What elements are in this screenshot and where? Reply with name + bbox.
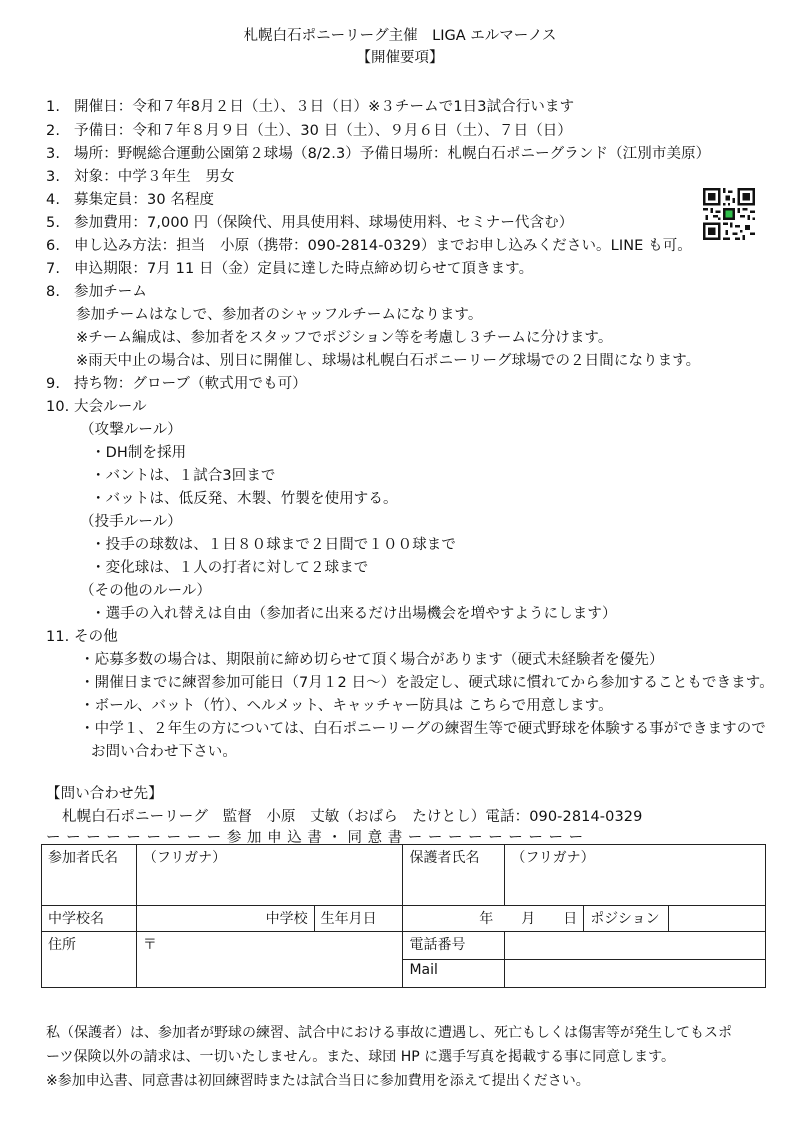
rules-pitch-heading: （投手ルール） — [80, 514, 182, 530]
school-suffix: 中学校 — [265, 911, 308, 927]
team-note-3: ※雨天中止の場合は、別日に開催し、球場は札幌白石ポニーリーグ球場での２日間になります。 — [76, 353, 701, 369]
form-banner: ーーーーーーーーー参加申込書・同意書ーーーーーーーーー — [46, 830, 589, 846]
guardian-name-field[interactable] — [505, 845, 766, 906]
participant-name-field[interactable] — [136, 845, 403, 906]
school-label: 中学校名 — [42, 906, 137, 932]
item-2: 2. 予備日：令和７年８月９日（土）、30 日（土）、９月６日（土）、７日（日） — [46, 123, 573, 139]
rule-attack-1: ・DH制を採用 — [91, 445, 187, 461]
phone-label: 電話番号 — [403, 932, 505, 960]
misc-1: ・応募多数の場合は、期限前に締め切らせて頂く場合があります（硬式未経験者を優先） — [80, 652, 664, 668]
guardian-name-label: 保護者氏名 — [403, 845, 505, 906]
item-9: 9. 持ち物：グローブ（軟式用でも可） — [46, 376, 307, 392]
rule-attack-2: ・バントは、１試合3回まで — [91, 468, 276, 484]
mail-field[interactable] — [505, 960, 766, 988]
misc-5: お問い合わせ下さい。 — [91, 744, 237, 760]
contact-detail: 札幌白石ポニーリーグ 監督 小原 丈敏（おばら たけとし）電話：090-2814-0329 — [62, 809, 643, 825]
item-1: 1. 開催日：令和７年8月２日（土）、３日（日）※３チームで1日3試合行います — [46, 99, 575, 115]
page-title: 札幌白石ポニーリーグ主催 LIGA エルマーノス — [243, 28, 557, 44]
misc-4: ・中学１、２年生の方については、白石ポニーリーグの練習生等で硬式野球を体験する事ができますので — [80, 721, 766, 737]
rule-pitch-2: ・変化球は、１人の打者に対して２球まで — [91, 560, 369, 576]
participant-name-label: 参加者氏名 — [42, 845, 137, 906]
item-5: 5. 参加費用：7,000 円（保険代、用具使用料、球場使用料、セミナー代含む） — [46, 215, 574, 231]
birth-field[interactable] — [403, 906, 584, 932]
rule-other-1: ・選手の入れ替えは自由（参加者に出来るだけ出場機会を増やすようにします） — [91, 606, 617, 622]
item-6: 6. 申し込み方法：担当 小原（携帯：090-2814-0329）までお申し込みください。LINE も可。 — [46, 238, 692, 254]
qr-code-icon[interactable] — [703, 188, 755, 240]
item-10: 10. 大会ルール — [46, 399, 147, 415]
consent-line-1: 私（保護者）は、参加者が野球の練習、試合中における事故に遭遇し、死亡もしくは傷害等が発生してもスポ — [46, 1025, 732, 1041]
address-label: 住所 — [42, 932, 137, 988]
team-note-2: ※チーム編成は、参加者をスタッフでポジション等を考慮し３チームに分けます。 — [76, 330, 613, 346]
participant-furigana: （フリガナ） — [142, 850, 227, 866]
team-note-1: 参加チームはなしで、参加者のシャッフルチームになります。 — [76, 307, 483, 323]
birth-label: 生年月日 — [314, 906, 403, 932]
rule-pitch-1: ・投手の球数は、１日８０球まで２日間で１００球まで — [91, 537, 456, 553]
item-8: 8. 参加チーム — [46, 284, 147, 300]
postal-mark: 〒 — [142, 937, 157, 953]
consent-line-2: ーツ保険以外の請求は、一切いたしません。また、球団 HP に選手写真を掲載する事に同意します。 — [46, 1049, 676, 1065]
guardian-furigana: （フリガナ） — [511, 850, 595, 866]
rule-attack-3: ・バットは、低反発、木製、竹製を使用する。 — [91, 491, 398, 507]
address-field[interactable] — [136, 932, 403, 988]
rules-attack-heading: （攻撃ルール） — [80, 422, 182, 438]
item-7: 7. 申込期限：7月 11 日（金）定員に達した時点締め切らせて頂きます。 — [46, 261, 534, 277]
phone-field[interactable] — [505, 932, 766, 960]
birth-placeholder: 年 月 日 — [479, 911, 578, 927]
mail-label: Mail — [403, 960, 505, 988]
position-field[interactable] — [669, 906, 766, 932]
application-form — [41, 844, 766, 988]
misc-2: ・開催日までに練習参加可能日（7月１2 日～）を設定し、硬式球に慣れてから参加することもできます。 — [80, 675, 774, 691]
item-11: 11. その他 — [46, 629, 118, 645]
item-4: 4. 募集定員：30 名程度 — [46, 192, 215, 208]
item-3: 3. 場所：野幌総合運動公園第２球場（8/2.3）予備日場所：札幌白石ポニーグランド（江別市美原） — [46, 146, 711, 162]
rules-other-heading: （その他のルール） — [80, 583, 212, 599]
contact-heading: 【問い合わせ先】 — [46, 786, 163, 802]
misc-3: ・ボール、バット（竹）、ヘルメット、キャッチャー防具は こちらで用意します。 — [80, 698, 613, 714]
item-3b: 3. 対象：中学３年生 男女 — [46, 169, 235, 185]
school-field[interactable] — [136, 906, 314, 932]
page-subtitle: 【開催要項】 — [356, 50, 444, 66]
consent-line-3: ※参加申込書、同意書は初回練習時または試合当日に参加費用を添えて提出ください。 — [46, 1073, 590, 1089]
position-label: ポジション — [584, 906, 669, 932]
